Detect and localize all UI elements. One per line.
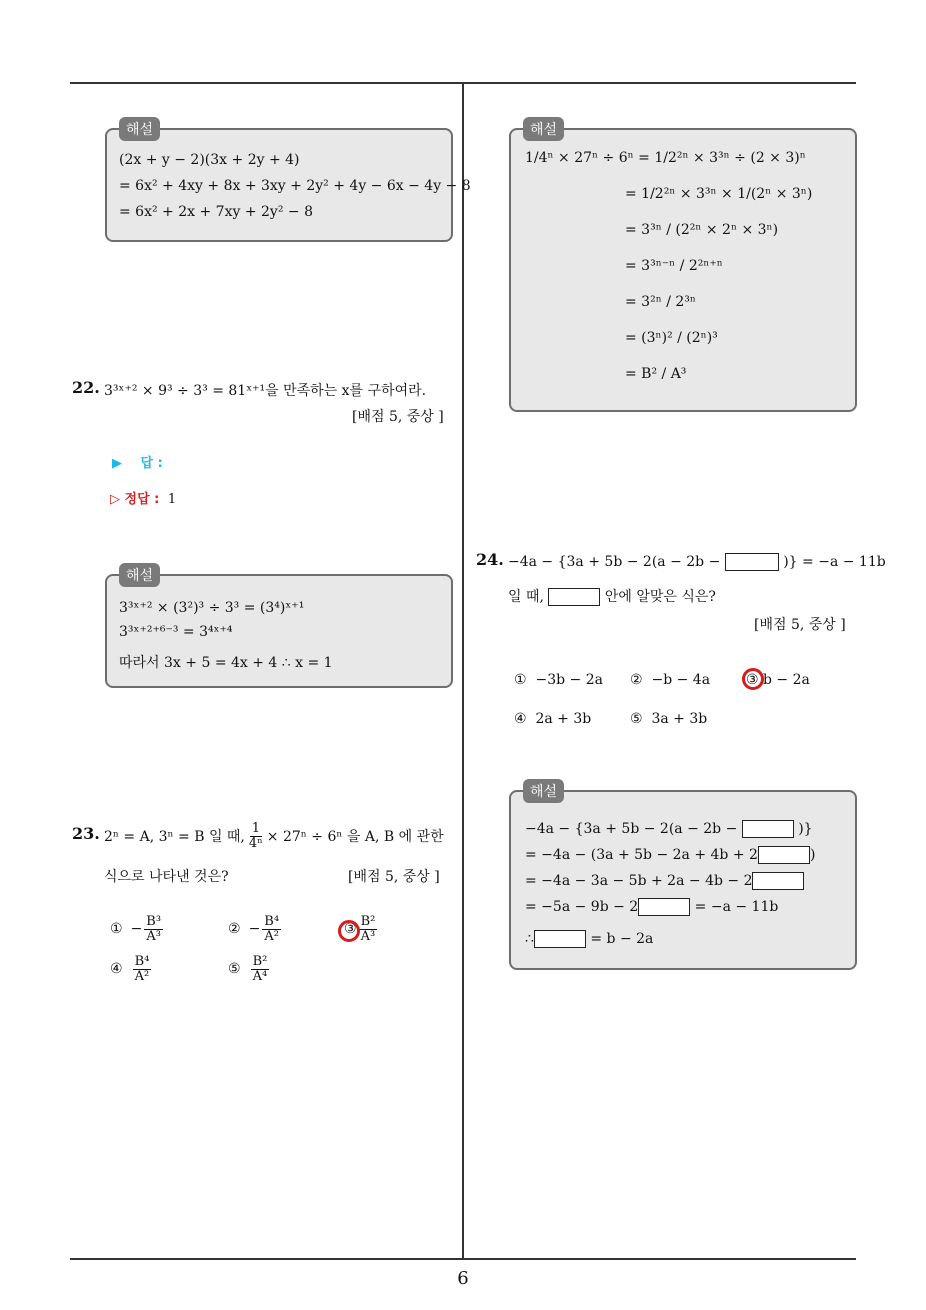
q22-points: [배점 5, 중상 ] bbox=[352, 409, 444, 425]
column-divider bbox=[462, 84, 464, 1260]
q23-sol-line-6: = (3ⁿ)² / (2ⁿ)³ bbox=[625, 330, 718, 346]
q22-answer-row: ▶ 답 : bbox=[112, 456, 163, 471]
q22-correct-row: ▷ 정답 : 1 bbox=[110, 492, 177, 507]
q24-blank-box-2 bbox=[548, 588, 600, 606]
q21-sol-line-2: = 6x² + 4xy + 8x + 3xy + 2y² + 4y − 6x − 4y − 8 bbox=[119, 178, 471, 194]
q23-choice-2[interactable]: ② − $\frac{\text{B⁴}}{\text{A²}}$ bbox=[228, 914, 280, 944]
q24-choice-5[interactable]: ⑤ 3a + 3b bbox=[630, 711, 708, 727]
page-number: 6 bbox=[457, 1268, 469, 1289]
q24-sol-line-4: = −5a − 9b − 2 = −a − 11b bbox=[525, 899, 779, 915]
outline-arrow-icon: ▷ bbox=[110, 492, 120, 507]
q23-points: [배점 5, 중상 ] bbox=[348, 869, 440, 885]
q23-sol-line-2: = 1/2²ⁿ × 3³ⁿ × 1/(2ⁿ × 3ⁿ) bbox=[625, 186, 813, 202]
q23-sol-line-3: = 3³ⁿ / (2²ⁿ × 2ⁿ × 3ⁿ) bbox=[625, 222, 779, 238]
q23-sol-line-5: = 3²ⁿ / 2³ⁿ bbox=[625, 294, 696, 310]
q24-sol-line-1: −4a − {3a + 5b − 2(a − 2b − )} bbox=[525, 821, 813, 837]
q24-choice-4[interactable]: ④ 2a + 3b bbox=[514, 711, 592, 727]
q22-sol-line-1: 3³ˣ⁺² × (3²)³ ÷ 3³ = (3⁴)ˣ⁺¹ bbox=[119, 600, 305, 616]
q23-sol-line-4: = 3³ⁿ⁻ⁿ / 2²ⁿ⁺ⁿ bbox=[625, 258, 723, 274]
play-arrow-icon: ▶ bbox=[112, 456, 122, 471]
q22-number: 22. bbox=[72, 378, 100, 397]
q24-choice-3[interactable]: ③ b − 2a bbox=[746, 672, 810, 688]
q24-solution-box bbox=[509, 790, 857, 970]
q21-solution-tag: 해설 bbox=[119, 117, 160, 141]
q24-question-line-2: 일 때, 안에 알맞은 식은? bbox=[508, 589, 716, 605]
q23-choice-4[interactable]: ④ $\frac{\text{B⁴}}{\text{A²}}$ bbox=[110, 954, 150, 984]
q24-sol-line-2: = −4a − (3a + 5b − 2a + 4b + 2 ) bbox=[525, 847, 816, 863]
q23-solution-box bbox=[509, 128, 857, 412]
q23-solution-tag: 해설 bbox=[523, 117, 564, 141]
q24-question-line-1: −4a − {3a + 5b − 2(a − 2b − )} = −a − 11b bbox=[508, 554, 886, 570]
q23-choice-3[interactable]: ③ $\frac{\text{B²}}{\text{A³}}$ bbox=[344, 914, 376, 944]
q24-solution-tag: 해설 bbox=[523, 779, 564, 803]
q24-choice-1[interactable]: ① −3b − 2a bbox=[514, 672, 603, 688]
q22-sol-line-3: 따라서 3x + 5 = 4x + 4 ∴ x = 1 bbox=[119, 655, 333, 671]
q22-sol-line-2: 3³ˣ⁺²⁺⁶⁻³ = 3⁴ˣ⁺⁴ bbox=[119, 624, 233, 640]
q23-choice-5[interactable]: ⑤ $\frac{\text{B²}}{\text{A⁴}}$ bbox=[228, 954, 268, 984]
q23-correct-mark-circle bbox=[338, 920, 360, 942]
q21-solution-box bbox=[105, 128, 471, 242]
q21-sol-line-3: = 6x² + 2x + 7xy + 2y² − 8 bbox=[119, 204, 313, 220]
q23-question-line-2: 식으로 나타낸 것은? bbox=[104, 869, 229, 885]
q23-fraction: $\frac{1}{\text{4ⁿ}}$ bbox=[248, 821, 263, 851]
q23-choice-1[interactable]: ① − $\frac{\text{B³}}{\text{A³}}$ bbox=[110, 914, 162, 944]
bottom-rule bbox=[70, 1258, 856, 1260]
q23-sol-line-7: = B² / A³ bbox=[625, 366, 687, 382]
q23-number: 23. bbox=[72, 824, 100, 843]
q21-sol-line-1: (2x + y − 2)(3x + 2y + 4) bbox=[119, 152, 300, 168]
q22-solution-tag: 해설 bbox=[119, 563, 160, 587]
q23-question-line-1: 2ⁿ = A, 3ⁿ = B 일 때, $\frac{1}{\text{4ⁿ}}$ × 27ⁿ ÷ 6ⁿ 을 A, B 에 관한 bbox=[104, 821, 444, 851]
q24-blank-box bbox=[725, 553, 779, 571]
q24-correct-mark-circle bbox=[742, 668, 764, 690]
q22-correct-value: 1 bbox=[167, 492, 177, 507]
q22-solution-box bbox=[105, 574, 453, 688]
q24-number: 24. bbox=[476, 550, 504, 569]
q24-sol-line-3: = −4a − 3a − 5b + 2a − 4b − 2 bbox=[525, 872, 804, 890]
q24-points: [배점 5, 중상 ] bbox=[754, 617, 846, 633]
q23-sol-line-1: 1/4ⁿ × 27ⁿ ÷ 6ⁿ = 1/2²ⁿ × 3³ⁿ ÷ (2 × 3)ⁿ bbox=[525, 150, 806, 166]
q22-question-text: 3³ˣ⁺² × 9³ ÷ 3³ = 81ˣ⁺¹을 만족하는 x를 구하여라. bbox=[104, 383, 427, 399]
q24-sol-line-5: ∴ = b − 2a bbox=[525, 931, 654, 947]
q24-choice-2[interactable]: ② −b − 4a bbox=[630, 672, 711, 688]
